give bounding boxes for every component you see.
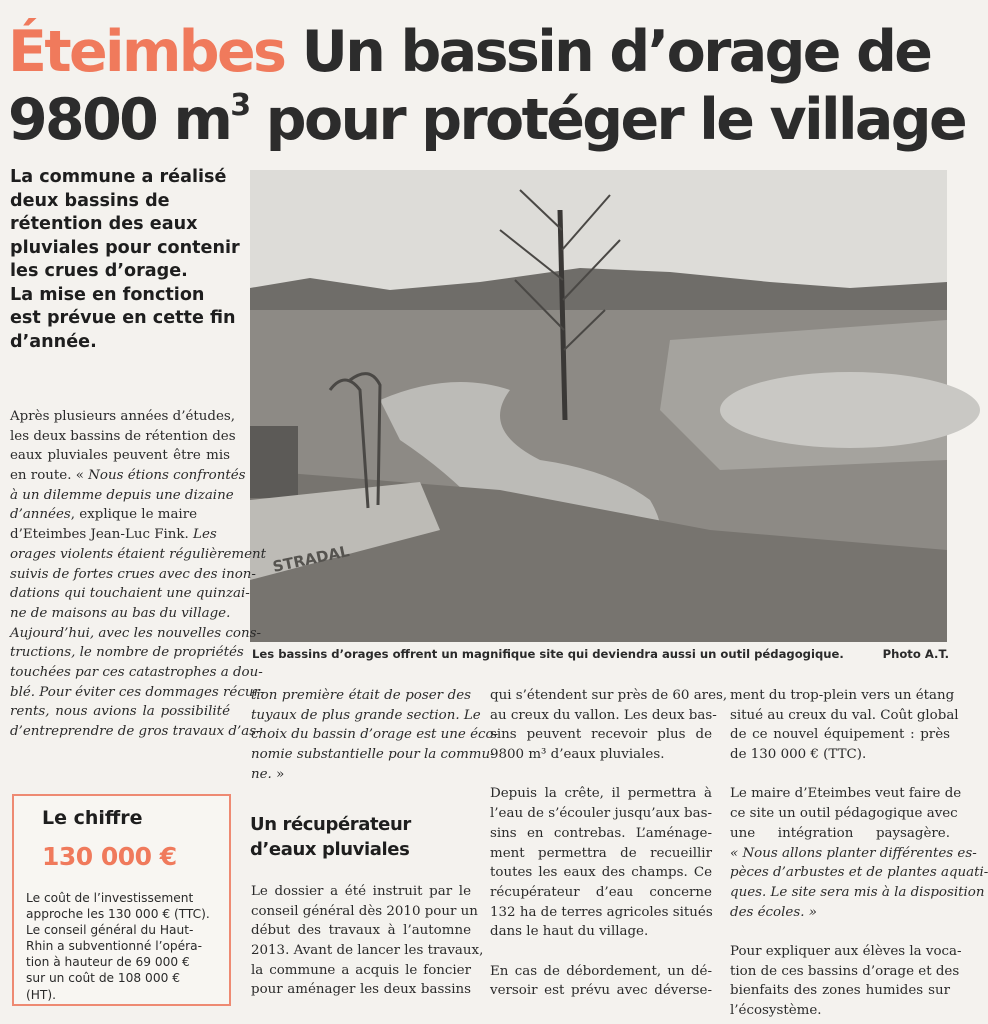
quote-run: ne de maisons au bas du village. [10, 605, 231, 621]
key-figure-text [26, 890, 222, 1003]
text-line [251, 725, 499, 745]
text-line: l’écosystème. [730, 1003, 822, 1018]
quote-run: rents, nous avions la possibilité [10, 704, 230, 720]
text-line [10, 604, 230, 624]
text-line [10, 584, 250, 604]
text-line [10, 466, 246, 486]
quote-run: suivis de fortes crues avec des inon- [10, 566, 256, 582]
text-line [10, 486, 234, 506]
quote-run: blé. Pour éviter ces dommages récur- [10, 684, 265, 700]
text-line: qui s’étendent sur près de 60 ares, [490, 688, 728, 703]
quote-run: tructions, le nombre de propriétés [10, 645, 244, 661]
text-line [730, 863, 988, 883]
text-line: conseil général dès 2010 pour un [251, 903, 478, 919]
caption-text: Les bassins d’orages offrent un magnifique site qui deviendra aussi un outil pédagogique. [252, 647, 844, 661]
text-line: l’eau de s’écouler jusqu’aux bas- [490, 806, 712, 822]
paragraph-gap [490, 765, 712, 785]
photo-illustration [250, 170, 947, 642]
lead-line: pluviales pour contenir [10, 237, 240, 258]
paragraph-gap [730, 922, 950, 942]
text-line: au creux du vallon. Les deux bas- [490, 707, 717, 723]
photo-credit: Photo A.T. [882, 647, 949, 661]
text-line: eaux pluviales peuvent être mis [10, 448, 230, 464]
quote-run: Nous étions confrontés [88, 468, 246, 484]
quote-run: « Nous allons planter différentes es- [730, 845, 977, 861]
text-line: toutes les eaux des champs. Ce [490, 865, 712, 881]
text-line: pour aménager les deux bassins [251, 982, 471, 998]
text-line [730, 844, 977, 864]
article-column-4 [730, 686, 988, 1021]
box-line: sur un coût de 108 000 € [26, 971, 180, 986]
text-line: sins en contrebas. L’aménage- [490, 825, 712, 841]
box-line: Rhin a subventionné l’opéra- [26, 939, 203, 954]
text-run: en route. « [10, 468, 89, 484]
box-line: Le coût de l’investissement [26, 891, 194, 905]
lead-line: d’année. [10, 331, 97, 352]
photo-caption [252, 646, 949, 662]
text-line [10, 683, 265, 703]
text-line: dans le haut du village. [490, 924, 649, 940]
lead-line: rétention des eaux [10, 214, 198, 234]
text-line: une intégration paysagère. [730, 825, 950, 841]
box-line: (HT). [26, 987, 56, 1002]
key-figure-value: 130 000 € [42, 842, 177, 871]
text-line [10, 624, 261, 644]
text-line [730, 883, 985, 903]
text-line [251, 765, 471, 785]
quote-run: ne. [251, 766, 272, 782]
lead-line: les crues d’orage. [10, 261, 188, 281]
quote-run: nomie substantielle pour la commu- [251, 747, 495, 763]
text-line: ment du trop-plein vers un étang [730, 688, 955, 703]
quote-run: touchées par ces catastrophes a dou- [10, 664, 263, 680]
text-line [251, 745, 495, 765]
quote-run: Aujourd’hui, avec les nouvelles cons- [10, 625, 261, 641]
lead-line: est prévue en cette fin [10, 308, 236, 328]
article-column-3 [490, 686, 728, 1001]
text-line: ment permettra de recueillir [490, 845, 712, 861]
photo-pond-right [720, 372, 980, 448]
key-figure-title: Le chiffre [42, 807, 143, 829]
box-line: Le conseil général du Haut- [26, 923, 194, 938]
text-line: Le dossier a été instruit par le [251, 884, 471, 899]
subheading [250, 812, 470, 862]
text-line: Après plusieurs années d’études, [10, 409, 235, 424]
text-run: » [271, 766, 285, 782]
quote-run: dations qui touchaient une quinzai- [10, 586, 250, 602]
paragraph-gap [730, 765, 950, 785]
quote-run: orages violents étaient régulièrement [10, 546, 267, 562]
headline-title-sup: 3 [230, 88, 249, 123]
quote-run: Les [193, 527, 217, 543]
text-run: , explique le maire [70, 507, 198, 523]
headline-title-rest: pour protéger le village [248, 87, 966, 153]
text-line: versoir est prévu avec déverse- [490, 983, 712, 999]
quote-run: tuyaux de plus grande section. Le [251, 707, 481, 723]
photo-sign-post [250, 426, 298, 498]
box-line: approche les 130 000 € (TTC). [26, 907, 210, 922]
text-line: début des travaux à l’automne [251, 923, 471, 939]
text-line [10, 505, 230, 525]
text-line [10, 722, 261, 742]
text-line [730, 903, 950, 923]
lead-paragraph [10, 166, 238, 354]
text-line: bienfaits des zones humides sur [730, 983, 950, 999]
quote-run: d’années [10, 507, 71, 523]
quote-run: des écoles. » [730, 904, 817, 920]
subheading-line: Un récupérateur [250, 814, 411, 835]
article-column-2 [251, 686, 499, 784]
text-line [10, 545, 267, 565]
quote-run: à un dilemme depuis une dizaine [10, 487, 234, 503]
text-line: 9800 m³ d’eaux pluviales. [490, 747, 665, 763]
text-line: la commune a acquis le foncier [251, 962, 471, 978]
text-line: 2013. Avant de lancer les travaux, [251, 943, 484, 959]
article-column-1 [10, 407, 267, 742]
key-figure-box [12, 794, 231, 1006]
text-line [251, 706, 481, 726]
lead-line: La mise en fonction [10, 284, 205, 305]
lead-line: deux bassins de [10, 190, 170, 211]
article-photo [250, 170, 947, 642]
text-line: récupérateur d’eau concerne [490, 884, 712, 900]
headline-kicker: Éteimbes [8, 19, 285, 85]
headline-title-num: 9800 m [8, 87, 231, 153]
headline-title-part1: Un bassin d’orage de [284, 19, 931, 85]
text-line: 132 ha de terres agricoles situés [490, 904, 713, 920]
paragraph-gap [490, 942, 712, 962]
text-line: Depuis la crête, il permettra à [490, 786, 712, 802]
text-line: de ce nouvel équipement : près [730, 727, 950, 743]
text-line [251, 686, 471, 706]
text-line [10, 702, 230, 722]
quote-run: d’entreprendre de gros travaux d’as- [10, 724, 261, 739]
text-line: Le maire d’Eteimbes veut faire de [730, 786, 962, 802]
headline [8, 18, 966, 154]
text-line: tion de ces bassins d’orage et des [730, 963, 960, 979]
text-line: situé au creux du val. Coût global [730, 707, 959, 723]
text-line: les deux bassins de rétention des [10, 428, 236, 444]
text-line: En cas de débordement, un dé- [490, 963, 712, 979]
quote-run: pèces d’arbustes et de plantes aquati- [730, 865, 988, 881]
text-line: Pour expliquer aux élèves la voca- [730, 943, 962, 959]
text-line: ce site un outil pédagogique avec [730, 806, 958, 822]
text-run: d’Eteimbes Jean-Luc Fink. [10, 527, 194, 543]
quote-run: ques. Le site sera mis à la disposition [730, 884, 985, 900]
text-line [10, 663, 263, 683]
text-line [10, 525, 230, 545]
subheading-line: d’eaux pluviales [250, 839, 410, 860]
quote-run: tion première était de poser des [251, 688, 471, 703]
article-column-2-continued [251, 882, 484, 1000]
box-line: tion à hauteur de 69 000 € [26, 955, 190, 970]
text-line: sins peuvent recevoir plus de [490, 727, 712, 743]
quote-run: choix du bassin d’orage est une éco- [251, 727, 499, 743]
text-line: de 130 000 € (TTC). [730, 747, 867, 763]
text-line [10, 565, 256, 585]
photo-sign-text: STRADAL [271, 542, 351, 576]
lead-line: La commune a réalisé [10, 167, 227, 187]
text-line [10, 643, 244, 663]
